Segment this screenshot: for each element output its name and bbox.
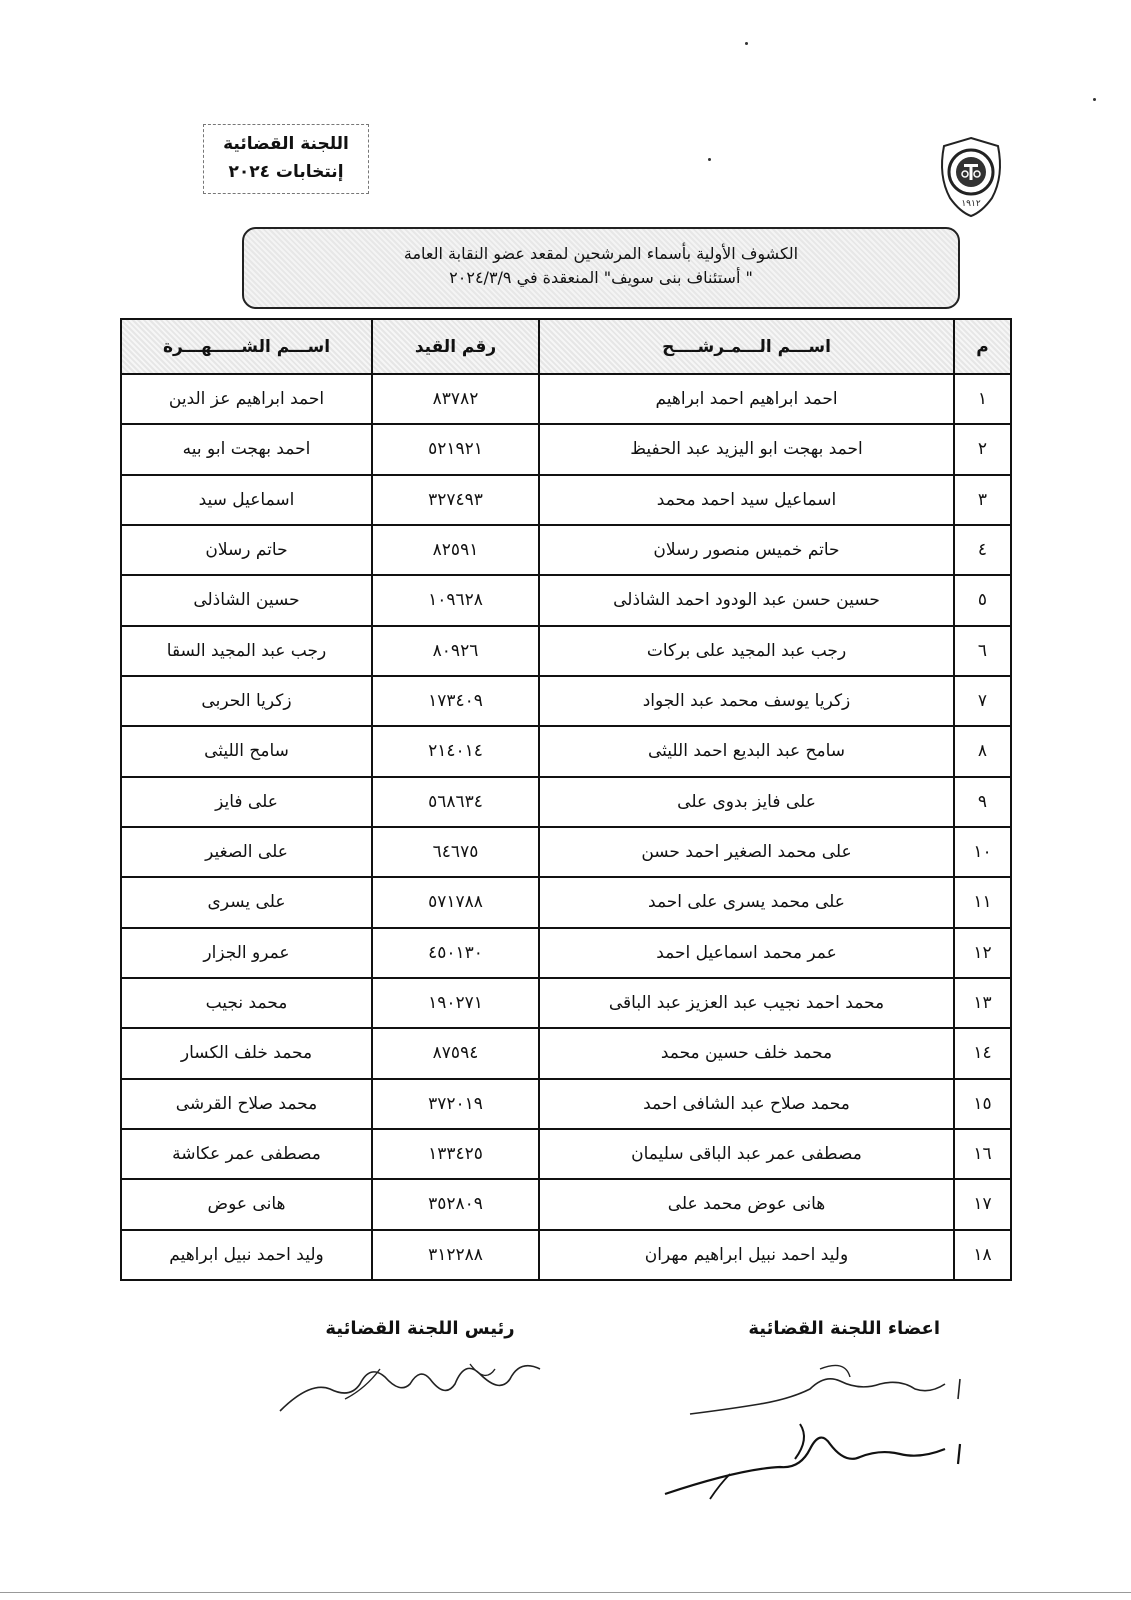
row-index: ١٣ (954, 978, 1011, 1028)
row-index: ٧ (954, 676, 1011, 726)
candidate-name: احمد بهجت ابو اليزيد عبد الحفيظ (539, 424, 954, 474)
row-index: ٣ (954, 475, 1011, 525)
known-name: عمرو الجزار (121, 928, 372, 978)
chairman-signature-icon (270, 1339, 570, 1429)
candidate-name: حاتم خميس منصور رسلان (539, 525, 954, 575)
candidate-name: مصطفى عمر عبد الباقى سليمان (539, 1129, 954, 1179)
registration-number: ٨٠٩٢٦ (372, 626, 539, 676)
members-signature-icon (660, 1339, 980, 1509)
candidates-table (120, 318, 1012, 1281)
members-title: اعضاء اللجنة القضائية (748, 1318, 940, 1339)
logo-year: ١٩١٢ (961, 199, 981, 209)
table-row (121, 525, 1011, 575)
registration-number: ١٧٣٤٠٩ (372, 676, 539, 726)
candidate-name: حسين حسن عبد الودود احمد الشاذلى (539, 575, 954, 625)
candidate-name: سامح عبد البديع احمد الليثى (539, 726, 954, 776)
header-registration-number: رقم القيد (372, 319, 539, 374)
registration-number: ٣١٢٢٨٨ (372, 1230, 539, 1280)
registration-number: ٨٧٥٩٤ (372, 1028, 539, 1078)
chairman-title: رئيس اللجنة القضائية (325, 1318, 515, 1339)
members-signature-block (660, 1318, 980, 1513)
table-row (121, 726, 1011, 776)
table-row (121, 676, 1011, 726)
header-candidate-name: اســـم الـــمـرشــــح (539, 319, 954, 374)
scan-speck (1093, 98, 1096, 101)
table-row (121, 1028, 1011, 1078)
scan-speck (745, 42, 748, 45)
registration-number: ٣٥٢٨٠٩ (372, 1179, 539, 1229)
known-name: وليد احمد نبيل ابراهيم (121, 1230, 372, 1280)
candidate-name: احمد ابراهيم احمد ابراهيم (539, 374, 954, 424)
table-header-row (121, 319, 1011, 374)
known-name: حسين الشاذلى (121, 575, 372, 625)
row-index: ٤ (954, 525, 1011, 575)
table-row (121, 928, 1011, 978)
candidate-name: على فايز بدوى على (539, 777, 954, 827)
row-index: ١ (954, 374, 1011, 424)
row-index: ٦ (954, 626, 1011, 676)
row-index: ٢ (954, 424, 1011, 474)
known-name: زكريا الحربى (121, 676, 372, 726)
committee-header-box (203, 124, 369, 194)
table-row (121, 1129, 1011, 1179)
row-index: ٩ (954, 777, 1011, 827)
known-name: اسماعيل سيد (121, 475, 372, 525)
known-name: محمد نجيب (121, 978, 372, 1028)
table-row (121, 1230, 1011, 1280)
registration-number: ٨٢٥٩١ (372, 525, 539, 575)
known-name: محمد خلف الكسار (121, 1028, 372, 1078)
candidate-name: رجب عبد المجيد على بركات (539, 626, 954, 676)
scan-speck (708, 158, 711, 161)
row-index: ١٤ (954, 1028, 1011, 1078)
registration-number: ٦٤٦٧٥ (372, 827, 539, 877)
row-index: ١٥ (954, 1079, 1011, 1129)
committee-name: اللجنة القضائية (223, 134, 349, 154)
table-row (121, 978, 1011, 1028)
registration-number: ٥٧١٧٨٨ (372, 877, 539, 927)
known-name: هانى عوض (121, 1179, 372, 1229)
registration-number: ٣٧٢٠١٩ (372, 1079, 539, 1129)
table-row (121, 1079, 1011, 1129)
known-name: سامح الليثى (121, 726, 372, 776)
candidate-name: على محمد الصغير احمد حسن (539, 827, 954, 877)
candidate-name: هانى عوض محمد على (539, 1179, 954, 1229)
row-index: ١٧ (954, 1179, 1011, 1229)
known-name: رجب عبد المجيد السقا (121, 626, 372, 676)
candidate-name: محمد خلف حسين محمد (539, 1028, 954, 1078)
table-row (121, 575, 1011, 625)
scan-edge-line (0, 1592, 1131, 1593)
row-index: ١٨ (954, 1230, 1011, 1280)
table-row (121, 374, 1011, 424)
known-name: على الصغير (121, 827, 372, 877)
registration-number: ٤٥٠١٣٠ (372, 928, 539, 978)
election-year: إنتخابات ٢٠٢٤ (228, 162, 344, 182)
candidate-name: محمد احمد نجيب عبد العزيز عبد الباقى (539, 978, 954, 1028)
table-row (121, 424, 1011, 474)
row-index: ٥ (954, 575, 1011, 625)
known-name: مصطفى عمر عكاشة (121, 1129, 372, 1179)
table-row (121, 626, 1011, 676)
document-subtitle: " أستئناف بنى سويف" المنعقدة في ٢٠٢٤/٣/٩ (449, 268, 753, 287)
row-index: ١٦ (954, 1129, 1011, 1179)
chairman-signature-block (270, 1318, 570, 1433)
row-index: ١٠ (954, 827, 1011, 877)
candidate-name: وليد احمد نبيل ابراهيم مهران (539, 1230, 954, 1280)
registration-number: ٨٣٧٨٢ (372, 374, 539, 424)
registration-number: ١٠٩٦٢٨ (372, 575, 539, 625)
registration-number: ٥٢١٩٢١ (372, 424, 539, 474)
registration-number: ٣٢٧٤٩٣ (372, 475, 539, 525)
header-index: م (954, 319, 1011, 374)
syndicate-logo-icon (936, 136, 1006, 218)
known-name: على فايز (121, 777, 372, 827)
header-known-name: اســـم الشـــــهـــرة (121, 319, 372, 374)
candidate-name: عمر محمد اسماعيل احمد (539, 928, 954, 978)
registration-number: ٥٦٨٦٣٤ (372, 777, 539, 827)
table-row (121, 827, 1011, 877)
document-title: الكشوف الأولية بأسماء المرشحين لمقعد عضو النقابة العامة (403, 244, 799, 263)
row-index: ١٢ (954, 928, 1011, 978)
registration-number: ١٩٠٢٧١ (372, 978, 539, 1028)
table-row (121, 777, 1011, 827)
table-row (121, 877, 1011, 927)
registration-number: ١٣٣٤٢٥ (372, 1129, 539, 1179)
candidate-name: على محمد يسرى على احمد (539, 877, 954, 927)
candidate-name: زكريا يوسف محمد عبد الجواد (539, 676, 954, 726)
registration-number: ٢١٤٠١٤ (372, 726, 539, 776)
row-index: ٨ (954, 726, 1011, 776)
known-name: احمد ابراهيم عز الدين (121, 374, 372, 424)
row-index: ١١ (954, 877, 1011, 927)
candidate-name: اسماعيل سيد احمد محمد (539, 475, 954, 525)
table-row (121, 475, 1011, 525)
document-title-box (242, 227, 960, 309)
known-name: احمد بهجت ابو بيه (121, 424, 372, 474)
known-name: حاتم رسلان (121, 525, 372, 575)
known-name: محمد صلاح القرشى (121, 1079, 372, 1129)
table-row (121, 1179, 1011, 1229)
known-name: على يسرى (121, 877, 372, 927)
candidate-name: محمد صلاح عبد الشافى احمد (539, 1079, 954, 1129)
